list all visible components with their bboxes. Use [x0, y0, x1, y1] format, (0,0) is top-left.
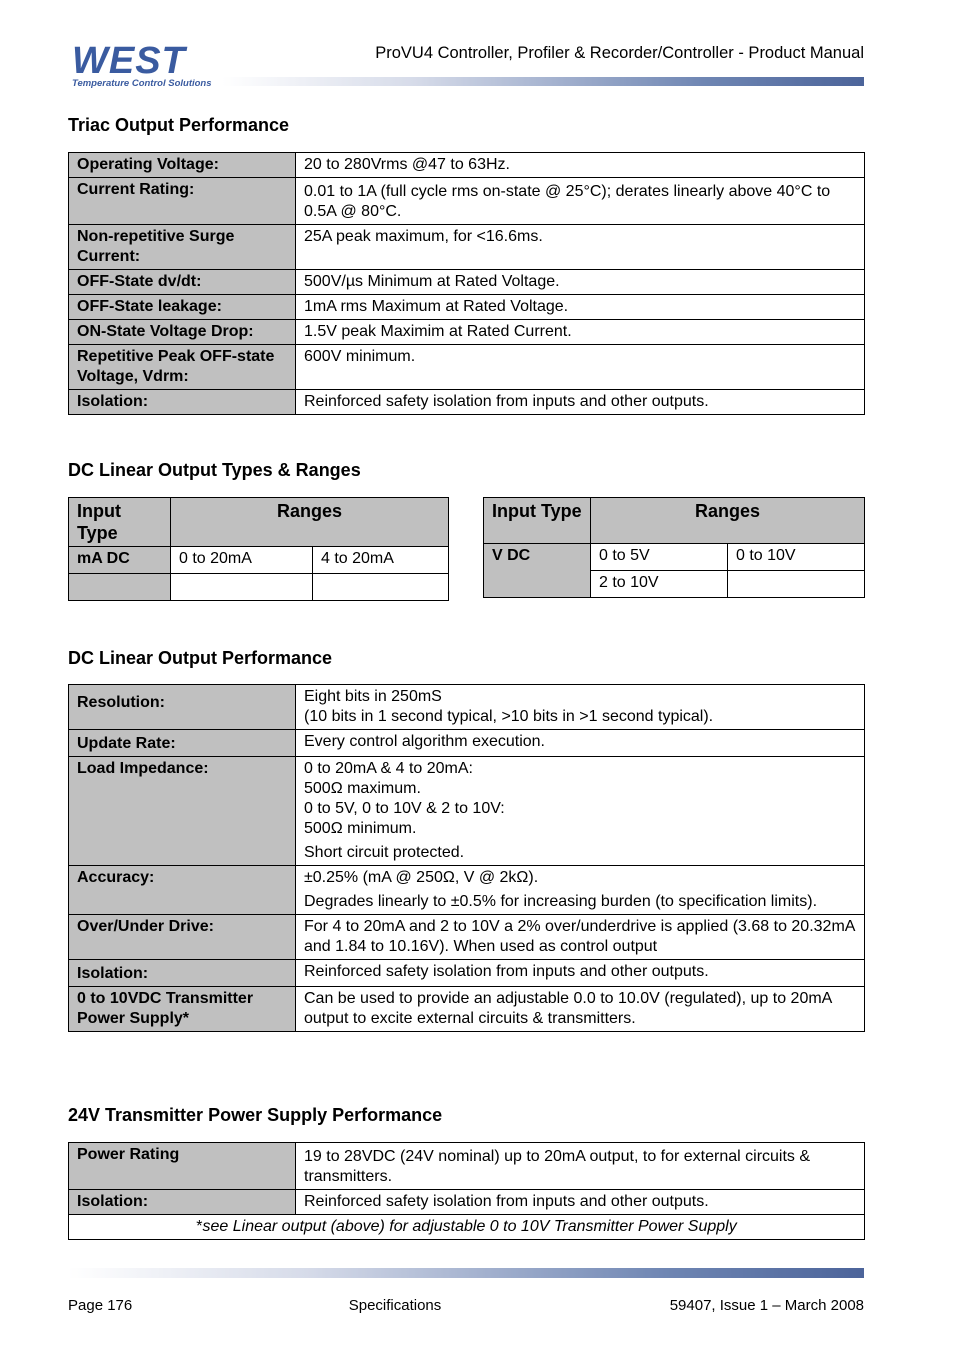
footnote-star: * [196, 1218, 203, 1235]
table-row [69, 153, 865, 178]
table-row [69, 685, 865, 730]
footer-section: Specifications [348, 1297, 442, 1314]
footnote-text: see Linear output (above) for adjustable 0 to 10V Transmitter Power Supply [202, 1218, 737, 1235]
range-cell: 0 to 5V [591, 544, 728, 571]
table-row [69, 574, 449, 601]
table-row [69, 987, 865, 1032]
row-label: Repetitive Peak OFF-state Voltage, Vdrm: [69, 345, 296, 390]
row-value: 0.01 to 1A (full cycle rms on-state @ 25°C); derates linearly above 40°C to 0.5A @ 80°C. [296, 178, 865, 225]
table-row [69, 866, 865, 915]
table-row [69, 757, 865, 866]
footnote [69, 1215, 865, 1240]
tx24-table [68, 1142, 865, 1240]
west-logo [70, 40, 230, 90]
row-label: Accuracy: [69, 866, 296, 915]
row-label: Load Impedance: [69, 757, 296, 866]
range-cell: 2 to 10V [591, 571, 728, 598]
input-type-header: Input Type [69, 498, 171, 547]
table-row [69, 498, 449, 547]
table-row [69, 390, 865, 415]
table-row [69, 295, 865, 320]
table-row [69, 345, 865, 390]
logo-wordmark: WEST [72, 40, 186, 82]
section-title-dc-types: DC Linear Output Types & Ranges [68, 460, 361, 480]
row-value: 1.5V peak Maximim at Rated Current. [296, 320, 865, 345]
row-value: Can be used to provide an adjustable 0.0 to 10.0V (regulated), up to 20mA output to excite external circuits & transmitters. [296, 987, 865, 1032]
row-value: 20 to 280Vrms @47 to 63Hz. [296, 153, 865, 178]
table-row [484, 544, 865, 571]
footer-doc-ref: 59407, Issue 1 – March 2008 [669, 1297, 864, 1314]
row-label: OFF-State dv/dt: [69, 270, 296, 295]
input-type-cell: V DC [484, 544, 591, 598]
row-label: Current Rating: [69, 178, 296, 225]
manual-title: ProVU4 Controller, Profiler & Recorder/Controller - Product Manual [375, 44, 864, 62]
row-value [296, 685, 865, 730]
table-row [484, 498, 865, 544]
row-value: Reinforced safety isolation from inputs and other outputs. [296, 1190, 865, 1215]
table-row [69, 960, 865, 987]
row-value: For 4 to 20mA and 2 to 10V a 2% over/underdrive is applied (3.68 to 20.32mA and 1.84 to 10.16V). When used as control output [296, 915, 865, 960]
section-title-24v: 24V Transmitter Power Supply Performance [68, 1105, 443, 1125]
row-value [296, 757, 865, 866]
row-label: Isolation: [69, 1190, 296, 1215]
ma-ranges-table [68, 497, 449, 601]
load-line: Short circuit protected. [304, 844, 465, 861]
row-value: 600V minimum. [296, 345, 865, 390]
table-row [69, 1143, 865, 1190]
input-type-cell-empty [69, 574, 171, 601]
row-value: 1mA rms Maximum at Rated Voltage. [296, 295, 865, 320]
row-label: Non-repetitive Surge Current: [69, 225, 296, 270]
row-label: Resolution: [69, 685, 296, 730]
row-value: 25A peak maximum, for <16.6ms. [296, 225, 865, 270]
table-row [69, 225, 865, 270]
table-row [69, 730, 865, 757]
range-cell-empty [313, 574, 449, 601]
triac-table [68, 152, 865, 415]
header-rule [222, 77, 864, 86]
load-line: 0 to 20mA & 4 to 20mA: [304, 760, 473, 777]
row-label: ON-State Voltage Drop: [69, 320, 296, 345]
row-value: Reinforced safety isolation from inputs and other outputs. [296, 390, 865, 415]
row-value: 500V/µs Minimum at Rated Voltage. [296, 270, 865, 295]
load-line: 0 to 5V, 0 to 10V & 2 to 10V: [304, 800, 505, 817]
range-cell: 0 to 20mA [171, 547, 313, 574]
resolution-line: (10 bits in 1 second typical, >10 bits in >1 second typical). [304, 708, 714, 725]
load-line: 500Ω maximum. [304, 780, 421, 797]
row-label: Update Rate: [69, 730, 296, 757]
table-row [69, 178, 865, 225]
range-cell-empty [728, 571, 865, 598]
dc-perf-table [68, 684, 865, 1032]
row-label: Operating Voltage: [69, 153, 296, 178]
footer-rule [68, 1268, 864, 1278]
row-value: Reinforced safety isolation from inputs and other outputs. [296, 960, 865, 987]
row-label: 0 to 10VDC Transmitter Power Supply* [69, 987, 296, 1032]
range-cell-empty [171, 574, 313, 601]
accuracy-line: ±0.25% (mA @ 250Ω, V @ 2kΩ). [304, 869, 539, 886]
page-number: Page 176 [68, 1297, 133, 1314]
table-row [69, 915, 865, 960]
ranges-header: Ranges [171, 498, 449, 547]
section-title-dc-perf: DC Linear Output Performance [68, 648, 333, 668]
input-type-header: Input Type [484, 498, 591, 544]
load-line: 500Ω minimum. [304, 820, 417, 837]
row-label: Isolation: [69, 960, 296, 987]
row-value [296, 866, 865, 915]
v-ranges-table [483, 497, 865, 598]
table-row [69, 547, 449, 574]
logo-tagline: Temperature Control Solutions [72, 78, 212, 89]
resolution-line: Eight bits in 250mS [304, 688, 442, 705]
row-label: Power Rating [69, 1143, 296, 1190]
range-cell: 4 to 20mA [313, 547, 449, 574]
row-label: Over/Under Drive: [69, 915, 296, 960]
table-row [69, 1215, 865, 1240]
table-row [69, 1190, 865, 1215]
input-type-cell: mA DC [69, 547, 171, 574]
row-label: OFF-State leakage: [69, 295, 296, 320]
row-value: Every control algorithm execution. [296, 730, 865, 757]
range-cell: 0 to 10V [728, 544, 865, 571]
table-row [69, 270, 865, 295]
table-row [69, 320, 865, 345]
section-title-triac: Triac Output Performance [68, 115, 290, 135]
ranges-header: Ranges [591, 498, 865, 544]
accuracy-line: Degrades linearly to ±0.5% for increasing burden (to specification limits). [304, 893, 818, 910]
row-value: 19 to 28VDC (24V nominal) up to 20mA output, to for external circuits & transmitters. [296, 1143, 865, 1190]
row-label: Isolation: [69, 390, 296, 415]
